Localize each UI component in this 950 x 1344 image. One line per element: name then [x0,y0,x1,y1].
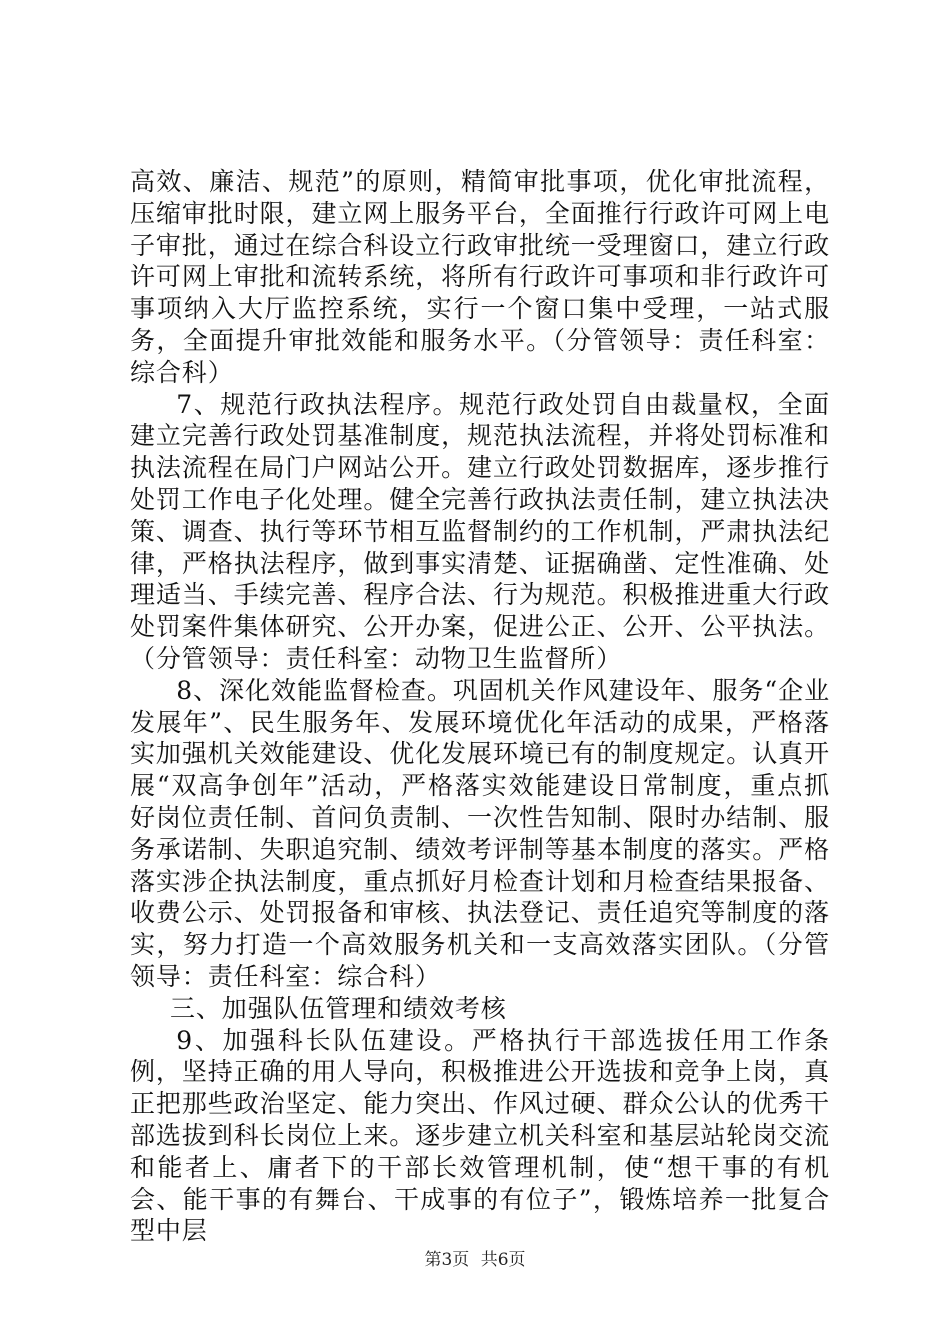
paragraph-continuation: 高效、廉洁、规范”的原则，精简审批事项，优化审批流程，压缩审批时限，建立网上服务平台，全面推行行政许可网上电子审批，通过在综合科设立行政审批统一受理窗口，建立行政许可网上审批和流转系统，将所有行政许可事项和非行政许可事项纳入大厅监控系统，实行一个窗口集中受理，一站式服务，全面提升审批效能和服务水平。（分管领导：责任科室：综合科） [130,167,830,387]
page-total: 共6页 [480,1250,526,1270]
document-body [130,166,830,1247]
paragraph-item-9: 9、加强科长队伍建设。严格执行干部选拔任用工作条例，坚持正确的用人导向，积极推进公开选拔和竞争上岗，真正把那些政治坚定、能力突出、作风过硬、群众公认的优秀干部选拔到科长岗位上来。逐步建立机关科室和基层站轮岗交流和能者上、庸者下的干部长效管理机制，使“想干事的有机会、能干事的有舞台、干成事的有位子”，锻炼培养一批复合型中层 [130,1025,830,1246]
paragraph-item-8: 8、深化效能监督检查。巩固机关作风建设年、服务“企业发展年”、民生服务年、发展环境优化年活动的成果，严格落实加强机关效能建设、优化发展环境已有的制度规定。认真开展“双高争创年”活动，严格落实效能建设日常制度，重点抓好岗位责任制、首问负责制、一次性告知制、限时办结制、服务承诺制、失职追究制、绩效考评制等基本制度的落实。严格落实涉企执法制度，重点抓好月检查计划和月检查结果报备、收费公示、处罚报备和审核、执法登记、责任追究等制度的落实，努力打造一个高效服务机关和一支高效落实团队。（分管领导：责任科室：综合科） [130,675,830,991]
page-footer [0,1245,950,1270]
page-number: 第3页 [424,1250,470,1270]
paragraph-item-7: 7、规范行政执法程序。规范行政处罚自由裁量权，全面建立完善行政处罚基准制度，规范执法流程，并将处罚标准和执法流程在局门户网站公开。建立行政处罚数据库，逐步推行处罚工作电子化处理。健全完善行政执法责任制，建立执法决策、调查、执行等环节相互监督制约的工作机制，严肃执法纪律，严格执法程序，做到事实清楚、证据确凿、定性准确、处理适当、手续完善、程序合法、行为规范。积极推进重大行政处罚案件集体研究、公开办案，促进公正、公开、公平执法。（分管领导：责任科室：动物卫生监督所） [130,389,830,673]
section-heading-3: 三、加强队伍管理和绩效考核 [170,993,507,1023]
